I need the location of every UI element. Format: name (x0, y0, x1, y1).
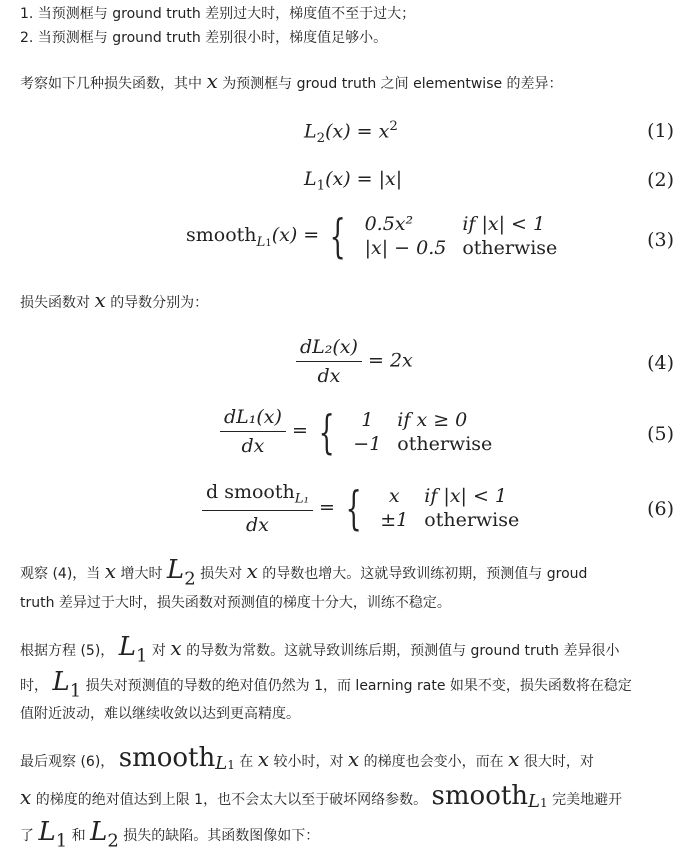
paragraph-1-line-2: truth 差异过于大时，损失函数对预测值的梯度十分大，训练不稳定。 (20, 595, 451, 611)
equation-6: $\frac{d smooth_{L_1}}{dx}$ = { x if |x| < 1 ±1 otherwise (202, 481, 527, 536)
paragraph-3-line-1: 最后观察 (6)， smooth$_{L1}$ 在 x 较小时，对 x 的梯度也会变小，而在 x 很大时，对 (20, 743, 594, 775)
var-x: x (94, 288, 106, 312)
paragraph-1-line-1: 观察 (4)，当 x 增大时 L2 损失对 x 的导数也增大。这就导致训练初期，预测值与 groud (20, 555, 588, 590)
paragraph-3-line-3: 了 L1 和 L2 损失的缺陷。其函数图像如下： (20, 817, 320, 851)
intro-item-2: 2. 当预测框与 ground truth 差别很小时，梯度值足够小。 (20, 30, 388, 46)
equation-4: $\frac{\text{dL₂(x)}}{dx}$ = 2x (296, 336, 413, 387)
equation-2: $L_1(x) = |x|$ (304, 168, 403, 194)
equation-5-cases: 1 if x ≥ 0 −1 otherwise (353, 408, 493, 455)
paragraph-2-line-3: 值附近波动，难以继续收敛以达到更高精度。 (20, 706, 300, 722)
intro-item-1: 1. 当预测框与 ground truth 差别过大时，梯度值不至于过大； (20, 6, 416, 22)
paragraph-2-line-2: 时， L1 损失对预测值的导数的绝对值仍然为 1，而 learning rate 如果不变，损失函数将在稳定 (20, 667, 632, 702)
paragraph-2-line-1: 根据方程 (5)， L1 对 x 的导数为常数。这就导致训练后期，预测值与 ground truth 差异很小 (20, 632, 620, 667)
derivative-intro: 损失函数对 x 的导数分别为： (20, 288, 209, 312)
equation-4-number: (4) (647, 352, 674, 374)
equation-6-number: (6) (647, 498, 674, 520)
paragraph-3-line-2: x 的梯度的绝对值达到上限 1，也不会太大以至于破坏网络参数。 smooth$_{L1}$ 完美地避开 (20, 781, 623, 813)
equation-3-cases: 0.5x² if |x| < 1 |x| − 0.5 otherwise (364, 213, 558, 259)
equation-1: $L_2(x) = x^2$ (304, 119, 398, 146)
equation-5: $\frac{\text{dL₁(x)}}{dx}$ = { 1 if x ≥ 0 −1 otherwise (220, 406, 500, 457)
equation-3: smooth$_{L1}$(x) = { 0.5x² if |x| < 1 |x| − 0.5 otherwise (186, 212, 565, 260)
consider-paragraph: 考察如下几种损失函数，其中 x 为预测框与 groud truth 之间 elementwise 的差异： (20, 69, 563, 93)
equation-5-number: (5) (647, 423, 674, 445)
equation-6-cases: x if |x| < 1 ±1 otherwise (380, 485, 520, 532)
equation-3-number: (3) (647, 229, 674, 251)
equation-2-number: (2) (647, 169, 674, 191)
equation-1-number: (1) (647, 120, 674, 142)
var-x: x (206, 69, 218, 93)
